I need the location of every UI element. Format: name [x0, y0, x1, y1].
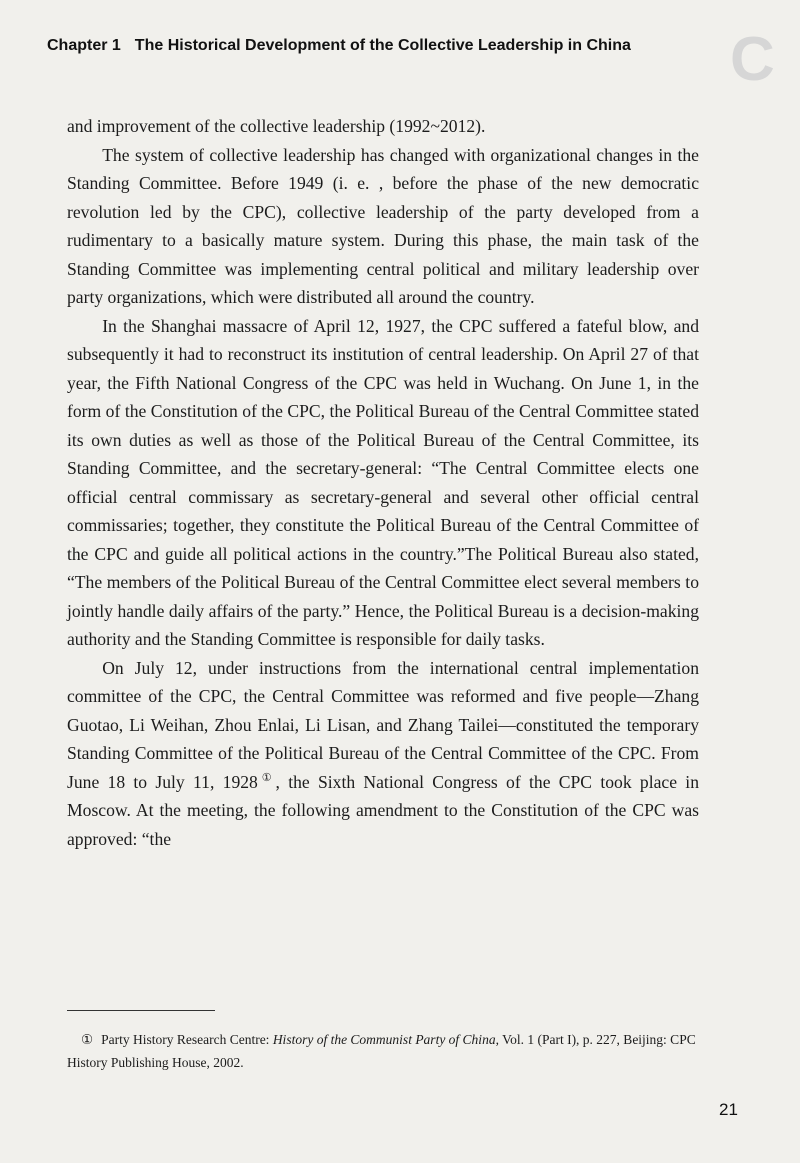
chapter-letter-mark: [728, 28, 792, 92]
paragraph-3: In the Shanghai massacre of April 12, 1927, the CPC suffered a fateful blow, and subsequently it had to reconstruct its institution of central leadership. On April 27 of that year, the Fifth National Congress of the CPC was held in Wuchang. On June 1, in the form of the Constitution of the CPC, the Political Bureau of the Central Committee stated its own duties as well as those of the Political Bureau of the Central Committee, its Standing Committee, and the secretary-general: “The Central Committee elects one official central commissary as secretary-general and several other official central commissaries; together, they constitute the Political Bureau of the Central Committee of the CPC and guide all political actions in the country.”The Political Bureau also stated, “The members of the Political Bureau of the Central Committee elect several members to jointly handle daily affairs of the party.” Hence, the Political Bureau is a decision-making authority and the Standing Committee is responsible for daily tasks.: [67, 315, 699, 649]
footnote: [67, 1028, 699, 1074]
body-text: [67, 112, 699, 853]
footnote-reference[interactable]: ①: [257, 771, 276, 784]
page-number: 21: [719, 1100, 738, 1119]
chapter-mark-letter: C: [730, 28, 775, 92]
footnote-marker: ①: [81, 1032, 94, 1047]
running-header: [47, 37, 631, 55]
paragraph-4-part-1: On July 12, under instructions from the international central implementation committee of the CPC, the Central Committee was reformed and five people—Zhang Guotao, Li Weihan, Zhou Enlai, Li Lisan, and Zhang Tailei—constituted the temporary Standing Committee of the Political Bureau of the Central Committee of the CPC. From June 18 to July 11, 1928: [67, 657, 699, 792]
chapter-title: The Historical Development of the Collective Leadership in China: [134, 37, 631, 54]
paragraph-2: The system of collective leadership has changed with organizational changes in the Standing Committee. Before 1949 (i. e. , before the phase of the new democratic revolution led by the CPC), collective leadership of the party developed from a rudimentary to a basically mature system. During this phase, the main task of the Standing Committee was implementing central political and military leadership over party organizations, which were distributed all around the country.: [67, 144, 699, 307]
paragraph-4-part-2: , the Sixth National Congress of the CPC took place in Moscow. At the meeting, the following amendment to the Constitution of the CPC was approved: “the: [67, 771, 699, 849]
footnote-source: Party History Research Centre:: [101, 1032, 273, 1047]
footnote-book-title: History of the Communist Party of China: [272, 1032, 496, 1047]
paragraph-1: and improvement of the collective leadership (1992~2012).: [67, 116, 486, 136]
footnote-details: , Vol. 1 (Part I), p. 227, Beijing: CPC History Publishing House, 2002.: [67, 1032, 696, 1070]
footnote-divider: [67, 1010, 215, 1011]
chapter-label: Chapter 1: [47, 37, 121, 54]
paragraph-4: [67, 654, 699, 854]
